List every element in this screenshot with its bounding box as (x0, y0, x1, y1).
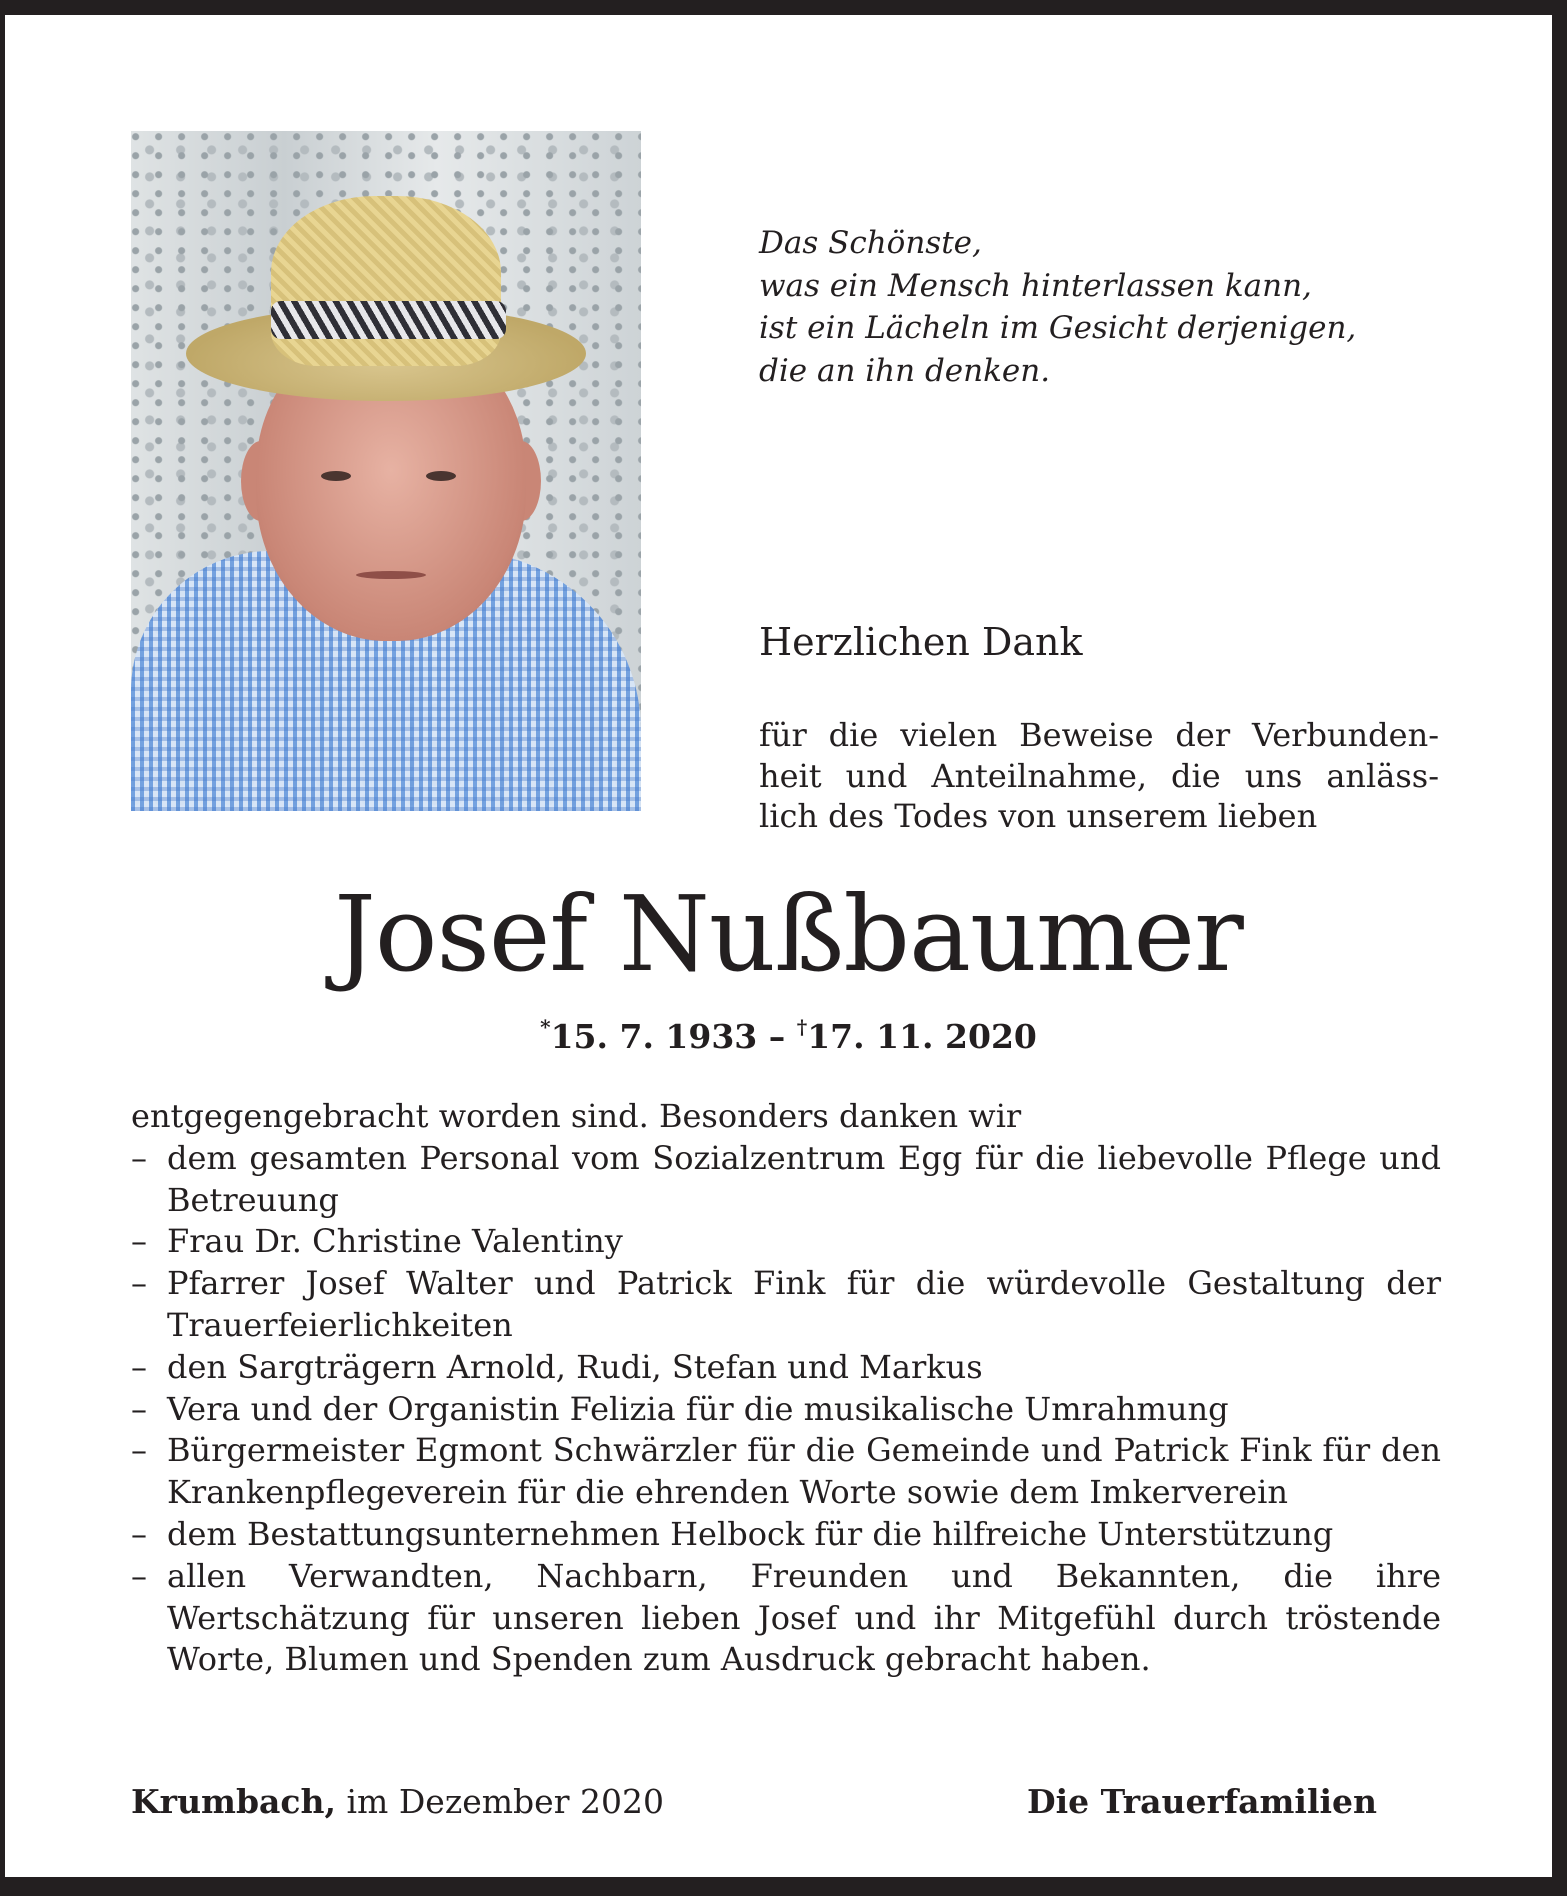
thanks-body (131, 1096, 1441, 1681)
list-item-text: Vera und der Organistin Felizia für die musikalische Umrahmung (167, 1389, 1229, 1428)
list-item (131, 1514, 1441, 1556)
portrait-photo (131, 131, 641, 811)
date: im Dezember 2020 (336, 1782, 664, 1821)
list-item (131, 1263, 1441, 1347)
dash: – (131, 1389, 147, 1428)
obituary-page (5, 15, 1552, 1877)
memorial-quote (759, 222, 1356, 392)
thanks-list (131, 1138, 1441, 1681)
intro-paragraph (759, 715, 1439, 837)
list-item (131, 1347, 1441, 1389)
list-item (131, 1138, 1441, 1222)
life-dates (5, 1015, 1567, 1056)
intro-line: heit und Anteilnahme, die uns anläss- (759, 756, 1439, 795)
dash: – (131, 1347, 147, 1386)
deceased-name: Josef Nußbaumer (334, 873, 1243, 995)
quote-line: ist ein Lächeln im Gesicht derjenigen, (759, 310, 1357, 346)
death-symbol: † (796, 1015, 808, 1039)
list-item (131, 1556, 1441, 1681)
intro-line: lich des Todes von unserem lieben (759, 797, 1318, 835)
birth-date: 15. 7. 1933 (550, 1017, 758, 1056)
thanks-heading: Herzlichen Dank (759, 620, 1083, 664)
list-item (131, 1389, 1441, 1431)
place: Krumbach, (131, 1782, 337, 1821)
death-date: 17. 11. 2020 (807, 1017, 1037, 1056)
list-item-text: dem gesamten Personal vom Sozialzentrum Egg für die liebevolle Pflege und Betreuung (167, 1138, 1441, 1219)
list-item (131, 1430, 1441, 1514)
list-item-text: Pfarrer Josef Walter und Patrick Fink für die würdevolle Gestaltung der Trauerfeierlichkeiten (167, 1264, 1441, 1344)
date-separator: – (757, 1017, 797, 1056)
list-item-text: Frau Dr. Christine Valentiny (167, 1222, 623, 1261)
dash: – (131, 1264, 147, 1303)
dash: – (131, 1138, 147, 1177)
list-item-text: allen Verwandten, Nachbarn, Freunden und Bekannten, die ihre Wertschätzung für unseren lieben Josef und ihr Mitgefühl durch tröstende Worte, Blumen und Spenden zum Ausdruck gebracht haben. (167, 1556, 1441, 1679)
intro-line: für die vielen Beweise der Verbunden- (759, 716, 1439, 754)
list-item-text: den Sargträgern Arnold, Rudi, Stefan und Markus (167, 1347, 983, 1386)
dash: – (131, 1514, 147, 1553)
body-intro: entgegengebracht worden sind. Besonders danken wir (131, 1097, 1022, 1135)
signature: Die Trauerfamilien (1027, 1782, 1378, 1821)
quote-line: was ein Mensch hinterlassen kann, (759, 267, 1312, 304)
place-date (131, 1782, 664, 1821)
list-item-text: Bürgermeister Egmont Schwärzler für die Gemeinde und Patrick Fink für den Krankenpflegeverein für die ehrenden Worte sowie dem Imkerverein (167, 1431, 1441, 1512)
dash: – (131, 1556, 147, 1595)
quote-line: Das Schönste, (759, 225, 982, 261)
birth-symbol: * (540, 1015, 551, 1039)
list-item (131, 1221, 1441, 1263)
quote-line: die an ihn denken. (759, 352, 1051, 389)
list-item-text: dem Bestattungsunternehmen Helbock für die hilfreiche Unterstützung (167, 1514, 1334, 1553)
dash: – (131, 1431, 147, 1470)
dash: – (131, 1222, 147, 1261)
